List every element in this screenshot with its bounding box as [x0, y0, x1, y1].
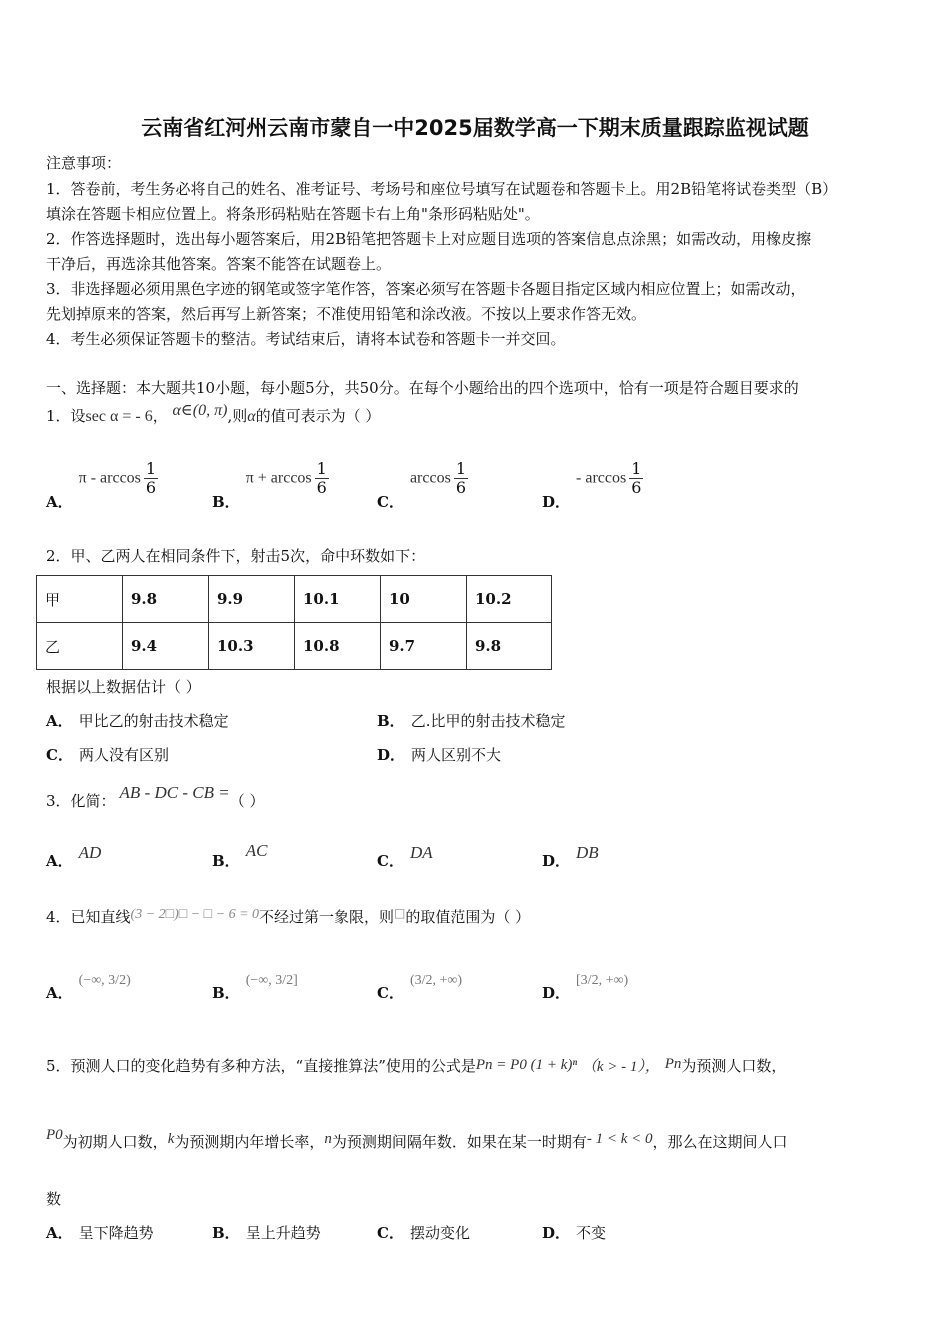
q1-suffix1: ,则	[227, 407, 248, 425]
page-title: 云南省红河州云南市蒙自一中2025届数学高一下期末质量跟踪监视试题	[141, 116, 809, 140]
q2-option-b[interactable]: B． 乙.比甲的射击技术稳定	[377, 712, 566, 730]
q1-sec-condition: sec α = - 6	[85, 408, 153, 425]
section-heading: 一、选择题：本大题共10小题，每小题5分，共50分。在每个小题给出的四个选项中，恰有一项是符合题目要求的	[46, 379, 799, 397]
question-5-stem-line2: P0为初期人口数，k为预测期内年增长率，n为预测期间隔年数．如果在某一时期有- 1 < k < 0，那么在这期间人口	[46, 1127, 788, 1151]
question-2-stem: 2．甲、乙两人在相同条件下，射击5次，命中环数如下：	[46, 547, 426, 565]
question-4-stem: 4．已知直线(3 − 2□)□ − □ − 6 = 0不经过第一象限，则□的取值范围为（ ）	[46, 906, 531, 926]
q1-option-d[interactable]: D．- arccos $\frac{1}{6}$	[542, 459, 642, 511]
notice-line: 3．非选择题必须用黑色字迹的钢笔或签字笔作答，答案必须写在答题卡各题目指定区域内相应位置上；如需改动，	[46, 280, 806, 298]
q1-alpha-interval: α∈(0, π)	[172, 402, 228, 419]
table-cell: 10.1	[295, 576, 381, 623]
table-cell: 10	[381, 576, 467, 623]
q3-option-b[interactable]: B．AC	[212, 841, 268, 870]
q2-ask: 根据以上数据估计（ ）	[46, 678, 201, 696]
q1-option-a-fraction: $\frac{1}{6}$	[145, 459, 157, 497]
table-cell: 10.2	[467, 576, 552, 623]
table-cell: 10.3	[209, 623, 295, 670]
notice-line: 4．考生必须保证答题卡的整洁。考试结束后，请将本试卷和答题卡一并交回。	[46, 330, 566, 348]
q1-option-b-fraction: $\frac{1}{6}$	[316, 459, 327, 497]
notice-line: 2．作答选择题时，选出每小题答案后，用2B铅笔把答题卡上对应题目选项的答案信息点涂黑；如需改动，用橡皮擦	[46, 230, 812, 248]
table-cell: 9.8	[123, 576, 209, 623]
q4-line-equation: (3 − 2□)□ − □ − 6 = 0	[130, 907, 260, 922]
table-cell: 甲	[37, 576, 123, 623]
q1-option-a[interactable]: A．π - arccos $\frac{1}{6}$	[46, 459, 157, 511]
q5-condition: （k > - 1），	[581, 1059, 660, 1075]
question-5-stem-line3: 数	[46, 1190, 62, 1208]
q5-range: - 1 < k < 0	[586, 1131, 653, 1147]
q4-variable: □	[394, 906, 406, 920]
q5-option-a[interactable]: A． 呈下降趋势	[46, 1224, 154, 1242]
q2-option-d[interactable]: D． 两人区别不大	[377, 746, 502, 764]
notice-heading: 注意事项：	[46, 154, 122, 172]
table-cell: 9.9	[209, 576, 295, 623]
q4-option-a[interactable]: A．(−∞, 3/2)	[46, 973, 131, 1002]
table-cell: 10.8	[295, 623, 381, 670]
question-5-stem-line1: 5．预测人口的变化趋势有多种方法，“直接推算法”使用的公式是Pn = P0 (1 + k)ⁿ （k > - 1）， Pn为预测人口数，	[46, 1056, 787, 1075]
q1-option-b[interactable]: B．π + arccos $\frac{1}{6}$	[212, 459, 327, 511]
q4-option-b[interactable]: B．(−∞, 3/2]	[212, 973, 298, 1002]
q1-option-c-expr: arccos	[409, 469, 451, 487]
q1-option-c[interactable]: C．arccos $\frac{1}{6}$	[377, 459, 466, 511]
notice-line: 先划掉原来的答案，然后再写上新答案；不准使用铅笔和涂改液。不按以上要求作答无效。	[46, 305, 647, 323]
score-table	[36, 575, 552, 670]
q1-sep: ，	[152, 407, 168, 425]
q5-option-b[interactable]: B． 呈上升趋势	[212, 1224, 321, 1242]
q5-pn: Pn	[664, 1056, 682, 1072]
q5-option-c[interactable]: C． 摆动变化	[377, 1224, 470, 1242]
q4-option-d[interactable]: D．[3/2, +∞)	[542, 973, 629, 1002]
q5-n: n	[324, 1131, 332, 1147]
q1-option-d-fraction: $\frac{1}{6}$	[631, 459, 642, 497]
notice-line: 1．答卷前，考生务必将自己的姓名、准考证号、考场号和座位号填写在试题卷和答题卡上。用2B铅笔将试卷类型（B）	[46, 180, 838, 198]
q4-option-c[interactable]: C．(3/2, +∞)	[377, 973, 463, 1002]
q1-option-d-expr: - arccos	[576, 469, 627, 487]
q1-suffix2: 的值可表示为（ ）	[255, 407, 381, 425]
q1-prefix: 1．设	[46, 407, 86, 425]
table-cell: 9.7	[381, 623, 467, 670]
question-3-stem: 3．化简： AB - DC - CB =（ ）	[46, 783, 265, 810]
q3-option-c[interactable]: C． DA	[377, 843, 433, 870]
table-cell: 乙	[37, 623, 123, 670]
question-1-stem	[46, 402, 381, 426]
q2-option-a[interactable]: A． 甲比乙的射击技术稳定	[46, 712, 229, 730]
q3-option-a[interactable]: A． AD	[46, 843, 102, 870]
table-row	[37, 576, 552, 623]
q5-p0: P0	[46, 1127, 63, 1143]
q1-option-a-expr: π - arccos	[78, 469, 141, 487]
q1-option-c-fraction: $\frac{1}{6}$	[455, 459, 466, 497]
table-cell: 9.4	[123, 623, 209, 670]
notice-line: 填涂在答题卡相应位置上。将条形码粘贴在答题卡右上角"条形码粘贴处"。	[46, 205, 540, 223]
q5-option-d[interactable]: D． 不变	[542, 1224, 607, 1242]
q5-k: k	[167, 1131, 175, 1147]
table-cell: 9.8	[467, 623, 552, 670]
notice-line: 干净后，再选涂其他答案。答案不能答在试题卷上。	[46, 255, 392, 273]
table-row	[37, 623, 552, 670]
q2-option-c[interactable]: C． 两人没有区别	[46, 746, 169, 764]
q3-expression: AB - DC - CB =	[119, 783, 230, 802]
q5-formula: Pn = P0 (1 + k)ⁿ	[475, 1057, 578, 1073]
q1-alpha: α	[247, 408, 256, 425]
q1-option-b-expr: π + arccos	[245, 469, 312, 487]
q3-option-d[interactable]: D． DB	[542, 843, 599, 870]
